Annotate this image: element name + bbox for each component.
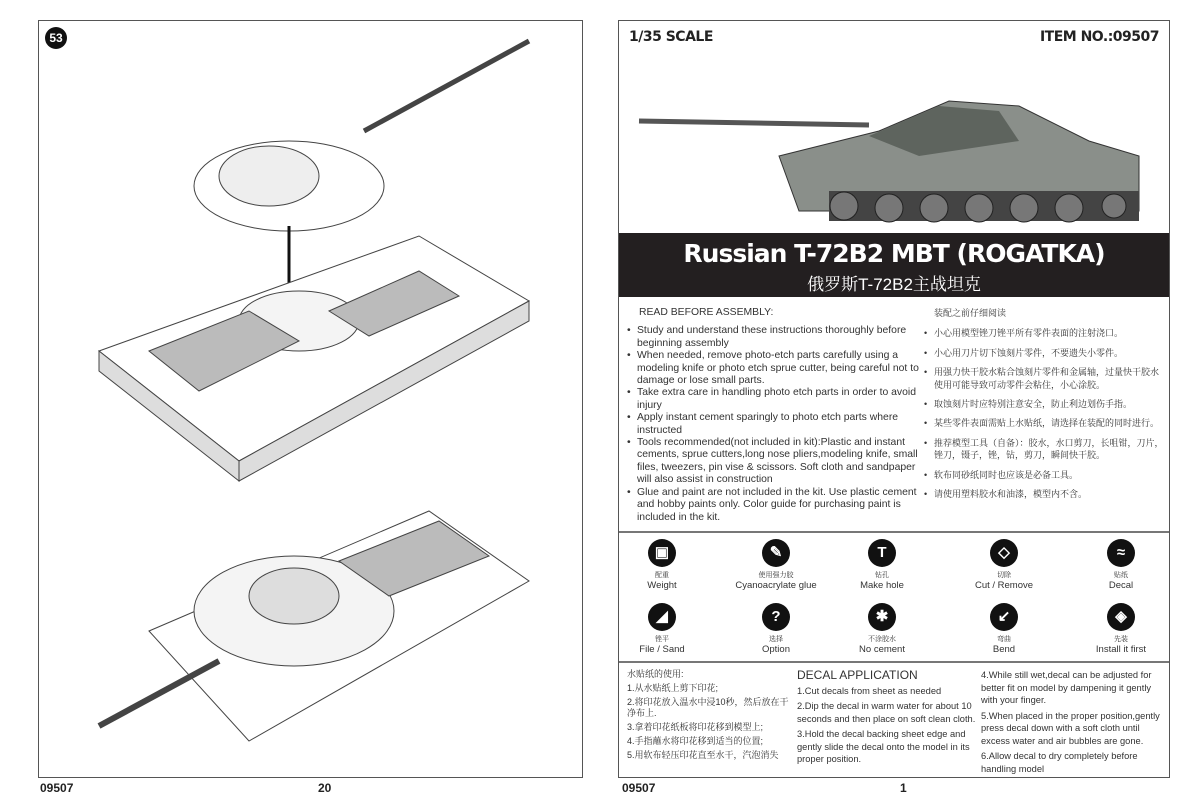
symbol-label-cn: 切除 — [997, 572, 1011, 579]
decal-step-en: 1.Cut decals from sheet as needed — [797, 685, 942, 696]
decal-step-en: 3.Hold the decal backing sheet edge and gently slide the decal onto the model in its proper position. — [797, 729, 970, 764]
decal-en-cont — [981, 669, 1166, 778]
symbol-label-en: File / Sand — [639, 644, 685, 655]
step-number: 53 — [45, 27, 67, 49]
symbol-label-cn: 配重 — [655, 572, 669, 579]
decal-heading-en: DECAL APPLICATION — [797, 668, 918, 682]
symbol-label-cn: 先装 — [1114, 636, 1128, 643]
symbol-label-en: Cyanoacrylate glue — [735, 580, 817, 591]
decal-step-cn: 1.从水贴纸上剪下印花; — [627, 683, 719, 693]
symbol-label-en: Decal — [1108, 580, 1134, 591]
cut-icon: ◇ — [990, 539, 1018, 567]
drill-icon: T — [868, 539, 896, 567]
symbol-label-en: Make hole — [860, 580, 904, 591]
symbol-label-cn: 选择 — [769, 636, 783, 643]
symbol-label-cn: 钻孔 — [875, 572, 889, 579]
title-band — [619, 233, 1169, 297]
decal-step-en: 5.When placed in the proper position,gently press decal down with a soft cloth until excess water and air bubbles are gone. — [981, 710, 1160, 746]
tank-illustration — [619, 61, 1171, 241]
bend-icon: ↙ — [990, 603, 1018, 631]
question-icon: ? — [762, 603, 790, 631]
right-footer-code: 09507 — [622, 781, 656, 795]
scale-label: 1/35 SCALE — [629, 29, 713, 45]
symbol-label-cn: 弯曲 — [997, 636, 1011, 643]
left-page-number: 20 — [318, 781, 332, 795]
decal-step-en: 2.Dip the decal in warm water for about 10 seconds and then place on soft clean cloth. — [797, 701, 976, 724]
symbol-label-en: No cement — [859, 644, 905, 655]
read-item-en: • Study and understand these instructions thoroughly before beginning assembly — [627, 325, 922, 350]
symbol-question — [721, 603, 831, 655]
right-page-number: 1 — [900, 781, 907, 795]
left-page — [38, 20, 583, 778]
product-title: Russian T-72B2 MBT (ROGATKA) — [683, 239, 1105, 268]
decal-cn — [627, 669, 797, 764]
read-item-cn: • 请使用塑料胶水和油漆，模型内不含。 — [924, 488, 1164, 500]
assembly-diagram — [39, 21, 584, 779]
symbol-cut — [949, 539, 1059, 591]
symbol-label-cn: 锉平 — [655, 636, 669, 643]
read-item-en: • Glue and paint are not included in the kit. Use plastic cement and hobby paints only. Color guide for purchasing paint is included in the kit. — [627, 487, 922, 524]
symbol-weight — [607, 539, 717, 591]
read-before-en — [627, 307, 922, 524]
symbol-no-cement — [827, 603, 937, 655]
read-item-en: • Apply instant cement sparingly to photo etch parts where instructed — [627, 412, 922, 437]
read-item-cn: • 某些零件表面需贴上水贴纸，请选择在装配的同时进行。 — [924, 417, 1164, 429]
decal-step-cn: 5.用软布轻压印花直至水干，汽泡消失 — [627, 750, 779, 760]
decal-step-cn: 4.手指蘸水将印花移到适当的位置; — [627, 736, 764, 746]
read-heading-en: READ BEFORE ASSEMBLY: — [639, 307, 774, 318]
symbol-bend — [949, 603, 1059, 655]
read-item-en: • Tools recommended(not included in kit):Plastic and instant cements, sprue cutters,long nose pliers,modeling knife, small files, tweezers, pin vise & scissors. Soft cloth and sandpaper will also assist in construction — [627, 437, 922, 487]
read-item-cn: • 小心用模型锉刀锉平所有零件表面的注射浇口。 — [924, 327, 1164, 339]
decal-en — [797, 669, 979, 769]
symbol-glue — [721, 539, 831, 591]
decal-heading-cn: 水贴纸的使用: — [627, 669, 684, 679]
right-page — [618, 20, 1170, 778]
symbol-install-first — [1066, 603, 1176, 655]
decal-step-en: 4.While still wet,decal can be adjusted for better fit on model by dampening it gently with your finger. — [981, 670, 1152, 705]
decal-step-en: 6.Allow decal to dry completely before handling model — [981, 751, 1138, 774]
decal-step-cn: 2.将印花放入温水中浸10秒，然后放在干净布上. — [627, 697, 789, 718]
symbol-label-cn: 不涂胶水 — [868, 636, 896, 643]
glue-icon: ✎ — [762, 539, 790, 567]
symbol-drill — [827, 539, 937, 591]
symbol-file — [607, 603, 717, 655]
symbol-decal — [1066, 539, 1176, 591]
read-item-cn: • 小心用刀片切下蚀刻片零件，不要遗失小零件。 — [924, 347, 1164, 359]
decal-section — [619, 661, 1169, 779]
decal-step-cn: 3.拿着印花纸板将印花移到模型上; — [627, 722, 764, 732]
symbol-label-en: Bend — [992, 644, 1016, 655]
read-item-cn: • 软布同砂纸同时也应该是必备工具。 — [924, 469, 1164, 481]
read-item-en: • When needed, remove photo-etch parts carefully using a modeling knife or photo etch sprue cutter, being careful not to damage or lose small parts. — [627, 350, 922, 387]
symbol-legend — [619, 531, 1169, 661]
read-item-en: • Take extra care in handling photo etch parts in order to avoid injury — [627, 387, 922, 412]
file-icon: ◢ — [648, 603, 676, 631]
read-item-cn: • 推荐模型工具（自备）：胶水，水口剪刀，长咀钳，刀片，锉刀，镊子，锉，钻，剪刀，瞬间快干胶。 — [924, 437, 1164, 462]
symbol-label-en: Weight — [647, 580, 677, 591]
item-number: ITEM NO.:09507 — [1039, 29, 1159, 45]
no-cement-icon: ✱ — [868, 603, 896, 631]
read-before-cn — [924, 307, 1164, 507]
left-footer-code: 09507 — [40, 781, 74, 795]
symbol-label-cn: 使用强力胶 — [758, 572, 794, 579]
install-first-icon: ◈ — [1107, 603, 1135, 631]
symbol-label-en: Cut / Remove — [974, 580, 1034, 591]
product-title-cn: 俄罗斯T-72B2主战坦克 — [807, 275, 981, 294]
read-heading-cn: 装配之前仔细阅读 — [934, 308, 1007, 318]
symbol-label-en: Option — [762, 644, 790, 655]
symbol-label-cn: 贴纸 — [1114, 572, 1128, 579]
symbol-label-en: Install it first — [1095, 644, 1147, 655]
weight-icon: ▣ — [648, 539, 676, 567]
read-item-cn: • 用强力快干胶水粘合蚀刻片零件和金属轴，过量快干胶水使用可能导致可动零件会粘住，小心涂胶。 — [924, 366, 1164, 391]
read-item-cn: • 取蚀刻片时应特别注意安全，防止利边划伤手指。 — [924, 398, 1164, 410]
decal-icon: ≈ — [1107, 539, 1135, 567]
